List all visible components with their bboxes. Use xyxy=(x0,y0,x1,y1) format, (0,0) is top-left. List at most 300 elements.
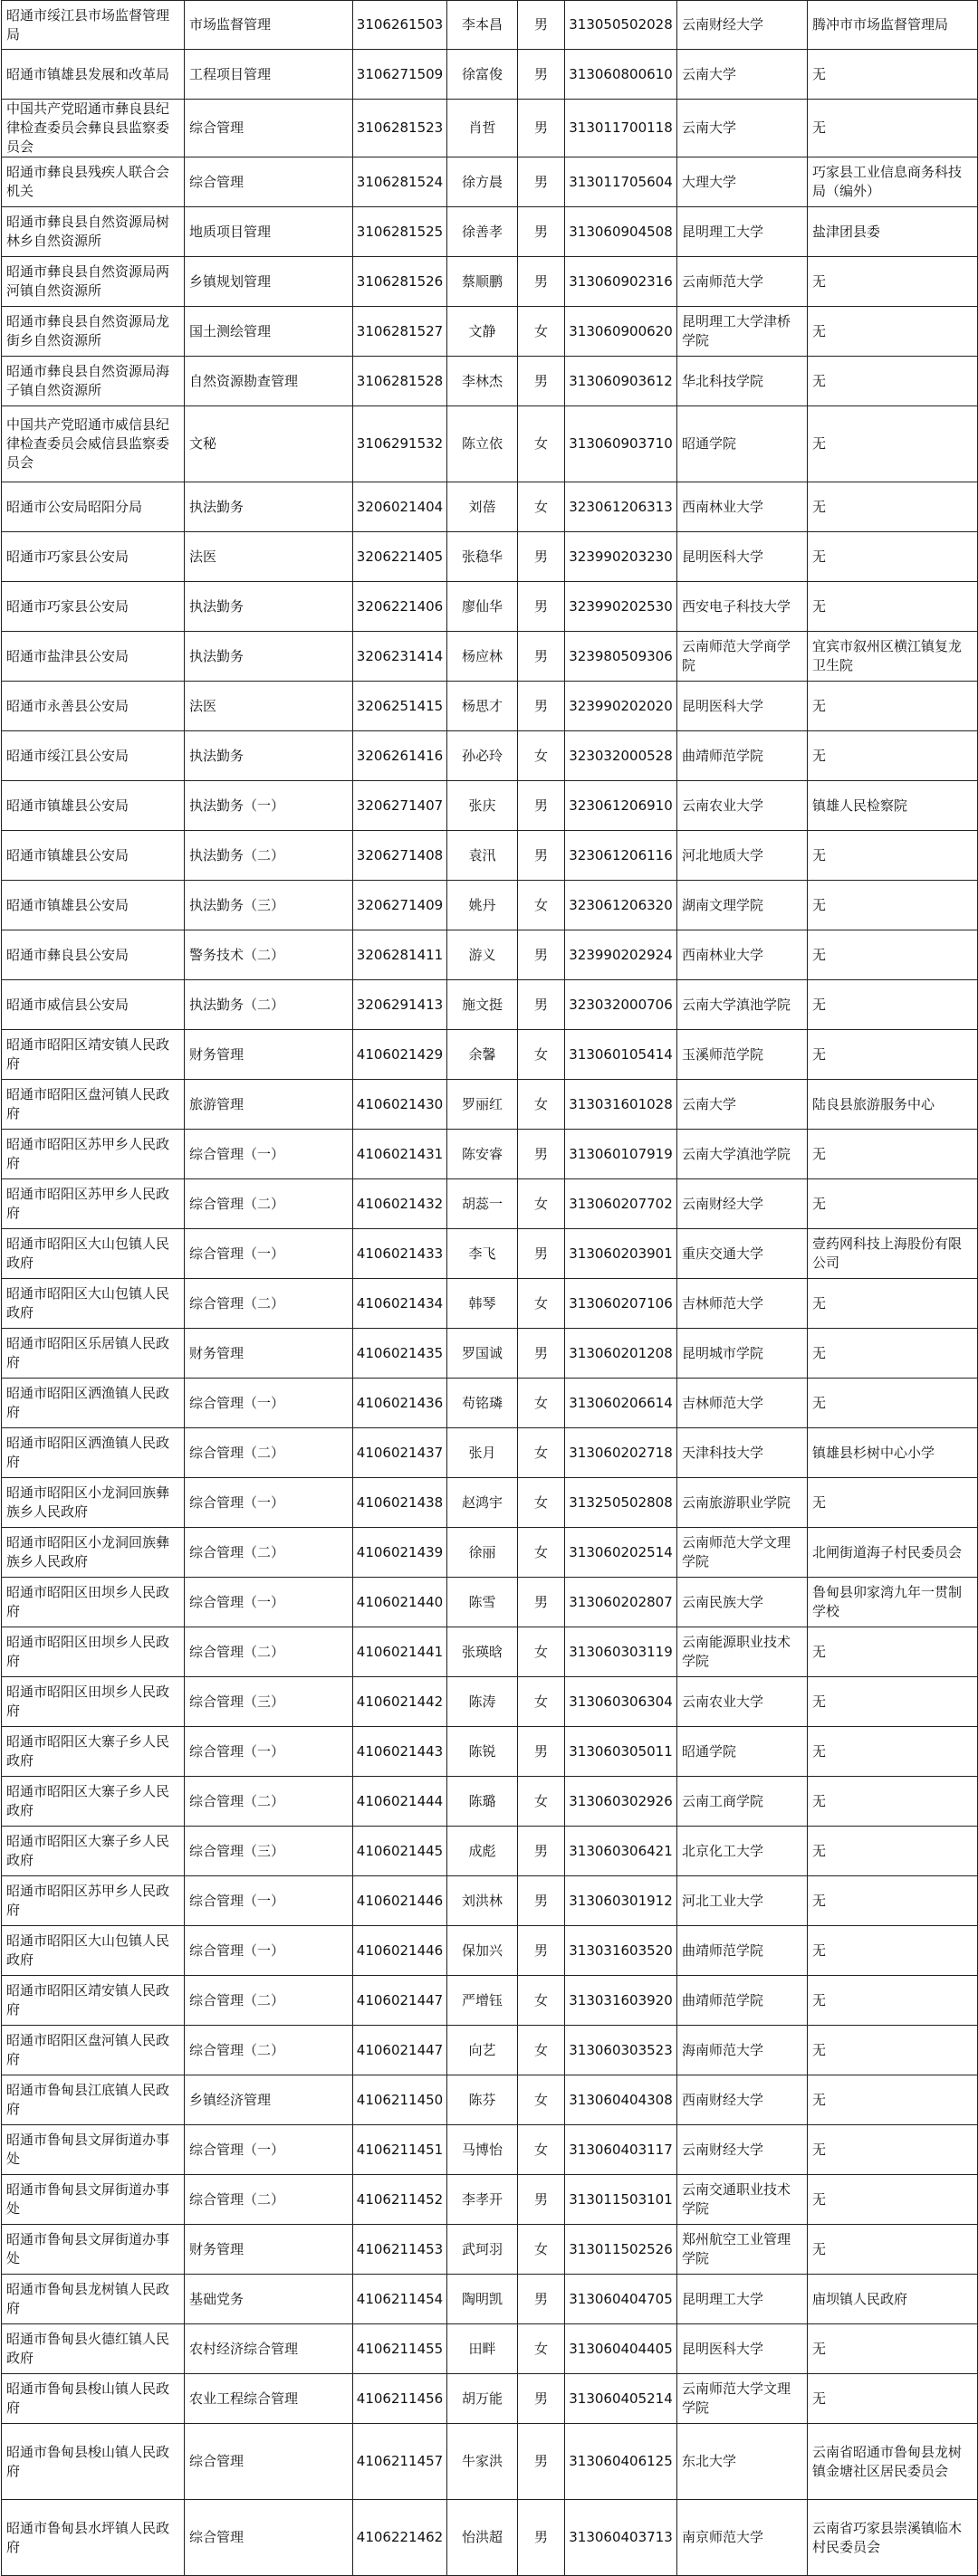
position-cell: 工程项目管理 xyxy=(185,50,353,100)
ticket-number-cell: 313060902316 xyxy=(565,257,677,307)
school-cell: 云南民族大学 xyxy=(677,1578,808,1627)
gender-cell: 女 xyxy=(518,2075,565,2125)
table-row xyxy=(2,632,978,682)
name-cell: 陈雪 xyxy=(447,1578,518,1627)
ticket-number-cell: 313060206614 xyxy=(565,1379,677,1428)
position-cell: 财务管理 xyxy=(185,1329,353,1379)
school-cell: 云南师范大学 xyxy=(677,257,808,307)
ticket-number-cell: 313060306421 xyxy=(565,1827,677,1876)
ticket-number-cell: 323061206910 xyxy=(565,781,677,831)
employer-cell: 昭通市昭阳区苏甲乡人民政府 xyxy=(2,1179,185,1229)
gender-cell: 男 xyxy=(518,1827,565,1876)
position-cell: 综合管理（一） xyxy=(185,1727,353,1777)
employer-cell: 昭通市彝良县自然资源局龙街乡自然资源所 xyxy=(2,307,185,357)
gender-cell: 男 xyxy=(518,831,565,881)
work-unit-cell: 无 xyxy=(808,2324,978,2374)
gender-cell: 女 xyxy=(518,1777,565,1827)
position-cell: 综合管理（一） xyxy=(185,2125,353,2175)
work-unit-cell: 无 xyxy=(808,1130,978,1179)
position-code-cell: 3206231414 xyxy=(353,632,447,682)
employer-cell: 昭通市昭阳区田坝乡人民政府 xyxy=(2,1677,185,1727)
ticket-number-cell: 313060406125 xyxy=(565,2424,677,2500)
gender-cell: 男 xyxy=(518,1130,565,1179)
position-code-cell: 3206281411 xyxy=(353,930,447,980)
employer-cell: 昭通市彝良县残疾人联合会机关 xyxy=(2,157,185,207)
work-unit-cell: 无 xyxy=(808,1876,978,1926)
work-unit-cell: 无 xyxy=(808,482,978,532)
name-cell: 陈芬 xyxy=(447,2075,518,2125)
position-cell: 执法勤务 xyxy=(185,482,353,532)
position-cell: 综合管理（二） xyxy=(185,1627,353,1677)
position-code-cell: 4106221462 xyxy=(353,2500,447,2576)
ticket-number-cell: 313060303119 xyxy=(565,1627,677,1677)
name-cell: 刘蓓 xyxy=(447,482,518,532)
position-code-cell: 4106021429 xyxy=(353,1030,447,1080)
gender-cell: 男 xyxy=(518,2175,565,2225)
name-cell: 张月 xyxy=(447,1428,518,1478)
position-code-cell: 4106021434 xyxy=(353,1279,447,1329)
ticket-number-cell: 313060306304 xyxy=(565,1677,677,1727)
position-code-cell: 3206261416 xyxy=(353,731,447,781)
work-unit-cell: 无 xyxy=(808,532,978,582)
position-code-cell: 4106211451 xyxy=(353,2125,447,2175)
position-code-cell: 4106021435 xyxy=(353,1329,447,1379)
employer-cell: 昭通市镇雄县发展和改革局 xyxy=(2,50,185,100)
ticket-number-cell: 313031603520 xyxy=(565,1926,677,1976)
position-code-cell: 4106211452 xyxy=(353,2175,447,2225)
position-code-cell: 3106281528 xyxy=(353,357,447,406)
table-row xyxy=(2,1926,978,1976)
school-cell: 河北地质大学 xyxy=(677,831,808,881)
work-unit-cell: 宜宾市叙州区横江镇复龙卫生院 xyxy=(808,632,978,682)
ticket-number-cell: 313060403713 xyxy=(565,2500,677,2576)
employer-cell: 昭通市绥江县市场监督管理局 xyxy=(2,1,185,50)
name-cell: 徐善孝 xyxy=(447,207,518,257)
name-cell: 余馨 xyxy=(447,1030,518,1080)
employer-cell: 昭通市昭阳区田坝乡人民政府 xyxy=(2,1578,185,1627)
position-cell: 综合管理（三） xyxy=(185,1677,353,1727)
work-unit-cell: 无 xyxy=(808,100,978,157)
employer-cell: 昭通市昭阳区大寨子乡人民政府 xyxy=(2,1777,185,1827)
work-unit-cell: 无 xyxy=(808,2026,978,2075)
table-row xyxy=(2,1080,978,1130)
work-unit-cell: 无 xyxy=(808,2175,978,2225)
table-row xyxy=(2,307,978,357)
gender-cell: 男 xyxy=(518,50,565,100)
table-row xyxy=(2,1876,978,1926)
position-cell: 综合管理 xyxy=(185,2424,353,2500)
position-code-cell: 3106281523 xyxy=(353,100,447,157)
school-cell: 云南师范大学文理学院 xyxy=(677,2374,808,2424)
school-cell: 玉溪师范学院 xyxy=(677,1030,808,1080)
gender-cell: 男 xyxy=(518,2424,565,2500)
school-cell: 西安电子科技大学 xyxy=(677,582,808,632)
name-cell: 陈璐 xyxy=(447,1777,518,1827)
school-cell: 海南师范大学 xyxy=(677,2026,808,2075)
school-cell: 昭通学院 xyxy=(677,406,808,482)
employer-cell: 昭通市昭阳区苏甲乡人民政府 xyxy=(2,1876,185,1926)
gender-cell: 女 xyxy=(518,1080,565,1130)
gender-cell: 男 xyxy=(518,2275,565,2324)
name-cell: 李本昌 xyxy=(447,1,518,50)
work-unit-cell: 云南省昭通市鲁甸县龙树镇金塘社区居民委员会 xyxy=(808,2424,978,2500)
ticket-number-cell: 313060202718 xyxy=(565,1428,677,1478)
work-unit-cell: 无 xyxy=(808,50,978,100)
table-row xyxy=(2,731,978,781)
school-cell: 曲靖师范学院 xyxy=(677,1976,808,2026)
school-cell: 昆明城市学院 xyxy=(677,1329,808,1379)
employer-cell: 昭通市公安局昭阳分局 xyxy=(2,482,185,532)
position-cell: 综合管理 xyxy=(185,157,353,207)
work-unit-cell: 无 xyxy=(808,1379,978,1428)
table-row xyxy=(2,1827,978,1876)
position-cell: 综合管理（一） xyxy=(185,1130,353,1179)
position-cell: 乡镇经济管理 xyxy=(185,2075,353,2125)
gender-cell: 男 xyxy=(518,257,565,307)
employer-cell: 昭通市昭阳区大寨子乡人民政府 xyxy=(2,1827,185,1876)
table-row xyxy=(2,1,978,50)
name-cell: 徐方晨 xyxy=(447,157,518,207)
work-unit-cell: 无 xyxy=(808,682,978,731)
name-cell: 赵鸿宇 xyxy=(447,1478,518,1528)
work-unit-cell: 巧家县工业信息商务科技局（编外） xyxy=(808,157,978,207)
ticket-number-cell: 313060403117 xyxy=(565,2125,677,2175)
position-code-cell: 3106271509 xyxy=(353,50,447,100)
gender-cell: 女 xyxy=(518,2225,565,2275)
school-cell: 湖南文理学院 xyxy=(677,881,808,930)
table-row xyxy=(2,1329,978,1379)
position-cell: 自然资源勘查管理 xyxy=(185,357,353,406)
table-row xyxy=(2,482,978,532)
name-cell: 成彪 xyxy=(447,1827,518,1876)
gender-cell: 男 xyxy=(518,1926,565,1976)
name-cell: 张稳华 xyxy=(447,532,518,582)
work-unit-cell: 无 xyxy=(808,307,978,357)
ticket-number-cell: 313011700118 xyxy=(565,100,677,157)
name-cell: 陈涛 xyxy=(447,1677,518,1727)
table-row xyxy=(2,1478,978,1528)
position-cell: 财务管理 xyxy=(185,1030,353,1080)
work-unit-cell: 无 xyxy=(808,1727,978,1777)
school-cell: 西南林业大学 xyxy=(677,930,808,980)
position-cell: 农村经济综合管理 xyxy=(185,2324,353,2374)
ticket-number-cell: 313031603920 xyxy=(565,1976,677,2026)
ticket-number-cell: 323980509306 xyxy=(565,632,677,682)
employer-cell: 昭通市昭阳区大寨子乡人民政府 xyxy=(2,1727,185,1777)
school-cell: 华北科技学院 xyxy=(677,357,808,406)
ticket-number-cell: 313060404405 xyxy=(565,2324,677,2374)
gender-cell: 男 xyxy=(518,357,565,406)
school-cell: 云南大学滇池学院 xyxy=(677,1130,808,1179)
employer-cell: 昭通市鲁甸县火德红镇人民政府 xyxy=(2,2324,185,2374)
name-cell: 蔡顺鹏 xyxy=(447,257,518,307)
ticket-number-cell: 313250502808 xyxy=(565,1478,677,1528)
school-cell: 河北工业大学 xyxy=(677,1876,808,1926)
school-cell: 昆明医科大学 xyxy=(677,532,808,582)
employer-cell: 昭通市鲁甸县水坪镇人民政府 xyxy=(2,2500,185,2576)
school-cell: 昆明医科大学 xyxy=(677,682,808,731)
name-cell: 刘洪林 xyxy=(447,1876,518,1926)
employer-cell: 昭通市威信县公安局 xyxy=(2,980,185,1030)
ticket-number-cell: 323032000706 xyxy=(565,980,677,1030)
school-cell: 昆明理工大学 xyxy=(677,2275,808,2324)
table-row xyxy=(2,1279,978,1329)
school-cell: 云南农业大学 xyxy=(677,1677,808,1727)
gender-cell: 男 xyxy=(518,157,565,207)
school-cell: 云南师范大学文理学院 xyxy=(677,1528,808,1578)
ticket-number-cell: 323061206313 xyxy=(565,482,677,532)
gender-cell: 女 xyxy=(518,1976,565,2026)
gender-cell: 男 xyxy=(518,532,565,582)
table-row xyxy=(2,1379,978,1428)
position-cell: 旅游管理 xyxy=(185,1080,353,1130)
position-code-cell: 4106021437 xyxy=(353,1428,447,1478)
school-cell: 西南林业大学 xyxy=(677,482,808,532)
employer-cell: 昭通市巧家县公安局 xyxy=(2,582,185,632)
table-row xyxy=(2,2324,978,2374)
position-cell: 农业工程综合管理 xyxy=(185,2374,353,2424)
name-cell: 怡洪超 xyxy=(447,2500,518,2576)
employer-cell: 昭通市鲁甸县梭山镇人民政府 xyxy=(2,2424,185,2500)
ticket-number-cell: 323032000528 xyxy=(565,731,677,781)
employer-cell: 昭通市昭阳区苏甲乡人民政府 xyxy=(2,1130,185,1179)
gender-cell: 男 xyxy=(518,632,565,682)
work-unit-cell: 无 xyxy=(808,1827,978,1876)
position-cell: 综合管理（三） xyxy=(185,1827,353,1876)
employer-cell: 昭通市昭阳区小龙洞回族彝族乡人民政府 xyxy=(2,1478,185,1528)
work-unit-cell: 无 xyxy=(808,1179,978,1229)
gender-cell: 男 xyxy=(518,2374,565,2424)
position-code-cell: 4106021439 xyxy=(353,1528,447,1578)
ticket-number-cell: 323061206116 xyxy=(565,831,677,881)
school-cell: 云南财经大学 xyxy=(677,1179,808,1229)
school-cell: 吉林师范大学 xyxy=(677,1279,808,1329)
employer-cell: 昭通市昭阳区乐居镇人民政府 xyxy=(2,1329,185,1379)
name-cell: 胡蕊一 xyxy=(447,1179,518,1229)
name-cell: 陈立依 xyxy=(447,406,518,482)
employer-cell: 昭通市昭阳区洒渔镇人民政府 xyxy=(2,1428,185,1478)
gender-cell: 男 xyxy=(518,582,565,632)
name-cell: 文静 xyxy=(447,307,518,357)
work-unit-cell: 无 xyxy=(808,881,978,930)
table-row xyxy=(2,2275,978,2324)
ticket-number-cell: 313060303523 xyxy=(565,2026,677,2075)
name-cell: 马博怡 xyxy=(447,2125,518,2175)
ticket-number-cell: 313060301912 xyxy=(565,1876,677,1926)
position-code-cell: 4106021443 xyxy=(353,1727,447,1777)
gender-cell: 女 xyxy=(518,1627,565,1677)
employer-cell: 昭通市彝良县自然资源局树林乡自然资源所 xyxy=(2,207,185,257)
employer-cell: 昭通市镇雄县公安局 xyxy=(2,831,185,881)
name-cell: 胡万能 xyxy=(447,2374,518,2424)
work-unit-cell: 无 xyxy=(808,1926,978,1976)
position-cell: 综合管理（一） xyxy=(185,1478,353,1528)
position-cell: 执法勤务（二） xyxy=(185,980,353,1030)
position-cell: 综合管理（二） xyxy=(185,2175,353,2225)
name-cell: 施文挺 xyxy=(447,980,518,1030)
table-row xyxy=(2,257,978,307)
school-cell: 天津科技大学 xyxy=(677,1428,808,1478)
position-cell: 财务管理 xyxy=(185,2225,353,2275)
name-cell: 田畔 xyxy=(447,2324,518,2374)
name-cell: 孙必玲 xyxy=(447,731,518,781)
school-cell: 云南旅游职业学院 xyxy=(677,1478,808,1528)
position-code-cell: 3106281524 xyxy=(353,157,447,207)
table-row xyxy=(2,2500,978,2576)
gender-cell: 男 xyxy=(518,781,565,831)
school-cell: 云南能源职业技术学院 xyxy=(677,1627,808,1677)
table-row xyxy=(2,1627,978,1677)
position-cell: 综合管理（二） xyxy=(185,1528,353,1578)
work-unit-cell: 镇雄人民检察院 xyxy=(808,781,978,831)
school-cell: 云南财经大学 xyxy=(677,1,808,50)
work-unit-cell: 无 xyxy=(808,1329,978,1379)
gender-cell: 女 xyxy=(518,1279,565,1329)
ticket-number-cell: 313050502028 xyxy=(565,1,677,50)
employer-cell: 昭通市鲁甸县江底镇人民政府 xyxy=(2,2075,185,2125)
ticket-number-cell: 323990202020 xyxy=(565,682,677,731)
ticket-number-cell: 323990203230 xyxy=(565,532,677,582)
ticket-number-cell: 313060903612 xyxy=(565,357,677,406)
gender-cell: 男 xyxy=(518,980,565,1030)
table-row xyxy=(2,406,978,482)
position-code-cell: 4106211456 xyxy=(353,2374,447,2424)
school-cell: 昆明医科大学 xyxy=(677,2324,808,2374)
position-cell: 综合管理（一） xyxy=(185,1229,353,1279)
employer-cell: 昭通市昭阳区靖安镇人民政府 xyxy=(2,1030,185,1080)
name-cell: 杨思才 xyxy=(447,682,518,731)
table-row xyxy=(2,1030,978,1080)
position-cell: 警务技术（二） xyxy=(185,930,353,980)
position-code-cell: 4106021431 xyxy=(353,1130,447,1179)
employer-cell: 昭通市昭阳区盘河镇人民政府 xyxy=(2,1080,185,1130)
gender-cell: 女 xyxy=(518,1478,565,1528)
name-cell: 杨应林 xyxy=(447,632,518,682)
work-unit-cell: 无 xyxy=(808,980,978,1030)
ticket-number-cell: 313031601028 xyxy=(565,1080,677,1130)
ticket-number-cell: 313060107919 xyxy=(565,1130,677,1179)
name-cell: 严增钰 xyxy=(447,1976,518,2026)
work-unit-cell: 壹药网科技上海股份有限公司 xyxy=(808,1229,978,1279)
ticket-number-cell: 323061206320 xyxy=(565,881,677,930)
employer-cell: 昭通市昭阳区大山包镇人民政府 xyxy=(2,1279,185,1329)
ticket-number-cell: 313060305011 xyxy=(565,1727,677,1777)
table-row xyxy=(2,2175,978,2225)
employer-cell: 昭通市昭阳区大山包镇人民政府 xyxy=(2,1926,185,1976)
table-row xyxy=(2,1428,978,1478)
ticket-number-cell: 313060404308 xyxy=(565,2075,677,2125)
position-code-cell: 4106021432 xyxy=(353,1179,447,1229)
table-row xyxy=(2,1528,978,1578)
name-cell: 肖哲 xyxy=(447,100,518,157)
position-code-cell: 4106021447 xyxy=(353,1976,447,2026)
position-code-cell: 3206251415 xyxy=(353,682,447,731)
gender-cell: 女 xyxy=(518,406,565,482)
position-cell: 综合管理 xyxy=(185,2500,353,2576)
work-unit-cell: 陆良县旅游服务中心 xyxy=(808,1080,978,1130)
school-cell: 南京师范大学 xyxy=(677,2500,808,2576)
position-code-cell: 4106021440 xyxy=(353,1578,447,1627)
ticket-number-cell: 313060900620 xyxy=(565,307,677,357)
position-cell: 综合管理（一） xyxy=(185,1926,353,1976)
position-code-cell: 4106021438 xyxy=(353,1478,447,1528)
school-cell: 云南大学滇池学院 xyxy=(677,980,808,1030)
work-unit-cell: 镇雄县杉树中心小学 xyxy=(808,1428,978,1478)
table-row xyxy=(2,532,978,582)
ticket-number-cell: 313060904508 xyxy=(565,207,677,257)
work-unit-cell: 无 xyxy=(808,2125,978,2175)
school-cell: 云南农业大学 xyxy=(677,781,808,831)
position-code-cell: 3106281526 xyxy=(353,257,447,307)
employer-cell: 昭通市鲁甸县文屏街道办事处 xyxy=(2,2225,185,2275)
gender-cell: 男 xyxy=(518,1229,565,1279)
name-cell: 游义 xyxy=(447,930,518,980)
table-row xyxy=(2,1179,978,1229)
name-cell: 姚丹 xyxy=(447,881,518,930)
ticket-number-cell: 313011503101 xyxy=(565,2175,677,2225)
name-cell: 陈锐 xyxy=(447,1727,518,1777)
position-cell: 执法勤务（三） xyxy=(185,881,353,930)
position-code-cell: 4106211450 xyxy=(353,2075,447,2125)
school-cell: 曲靖师范学院 xyxy=(677,731,808,781)
position-cell: 综合管理（二） xyxy=(185,1179,353,1229)
gender-cell: 男 xyxy=(518,100,565,157)
employer-cell: 昭通市绥江县公安局 xyxy=(2,731,185,781)
gender-cell: 女 xyxy=(518,731,565,781)
position-code-cell: 4106021445 xyxy=(353,1827,447,1876)
work-unit-cell: 无 xyxy=(808,1478,978,1528)
school-cell: 云南大学 xyxy=(677,100,808,157)
school-cell: 云南交通职业技术学院 xyxy=(677,2175,808,2225)
table-row xyxy=(2,682,978,731)
work-unit-cell: 无 xyxy=(808,1777,978,1827)
name-cell: 廖仙华 xyxy=(447,582,518,632)
position-cell: 综合管理（一） xyxy=(185,1578,353,1627)
work-unit-cell: 无 xyxy=(808,831,978,881)
gender-cell: 男 xyxy=(518,1,565,50)
work-unit-cell: 盐津团县委 xyxy=(808,207,978,257)
position-code-cell: 4106021433 xyxy=(353,1229,447,1279)
table-row xyxy=(2,50,978,100)
gender-cell: 女 xyxy=(518,2125,565,2175)
position-cell: 综合管理（一） xyxy=(185,1379,353,1428)
gender-cell: 男 xyxy=(518,1876,565,1926)
school-cell: 云南工商学院 xyxy=(677,1777,808,1827)
employer-cell: 昭通市巧家县公安局 xyxy=(2,532,185,582)
name-cell: 徐丽 xyxy=(447,1528,518,1578)
position-code-cell: 3206271409 xyxy=(353,881,447,930)
results-table xyxy=(1,0,978,2576)
position-cell: 执法勤务（二） xyxy=(185,831,353,881)
employer-cell: 昭通市昭阳区大山包镇人民政府 xyxy=(2,1229,185,1279)
position-cell: 市场监督管理 xyxy=(185,1,353,50)
table-row xyxy=(2,582,978,632)
position-cell: 基础党务 xyxy=(185,2275,353,2324)
ticket-number-cell: 313060800610 xyxy=(565,50,677,100)
position-cell: 文秘 xyxy=(185,406,353,482)
gender-cell: 男 xyxy=(518,682,565,731)
name-cell: 保加兴 xyxy=(447,1926,518,1976)
work-unit-cell: 云南省巧家县崇溪镇临木村民委员会 xyxy=(808,2500,978,2576)
position-code-cell: 4106021441 xyxy=(353,1627,447,1677)
position-cell: 综合管理（二） xyxy=(185,2026,353,2075)
table-row xyxy=(2,831,978,881)
gender-cell: 男 xyxy=(518,1329,565,1379)
school-cell: 西南财经大学 xyxy=(677,2075,808,2125)
name-cell: 陶明凯 xyxy=(447,2275,518,2324)
position-code-cell: 3106281525 xyxy=(353,207,447,257)
position-code-cell: 3106281527 xyxy=(353,307,447,357)
